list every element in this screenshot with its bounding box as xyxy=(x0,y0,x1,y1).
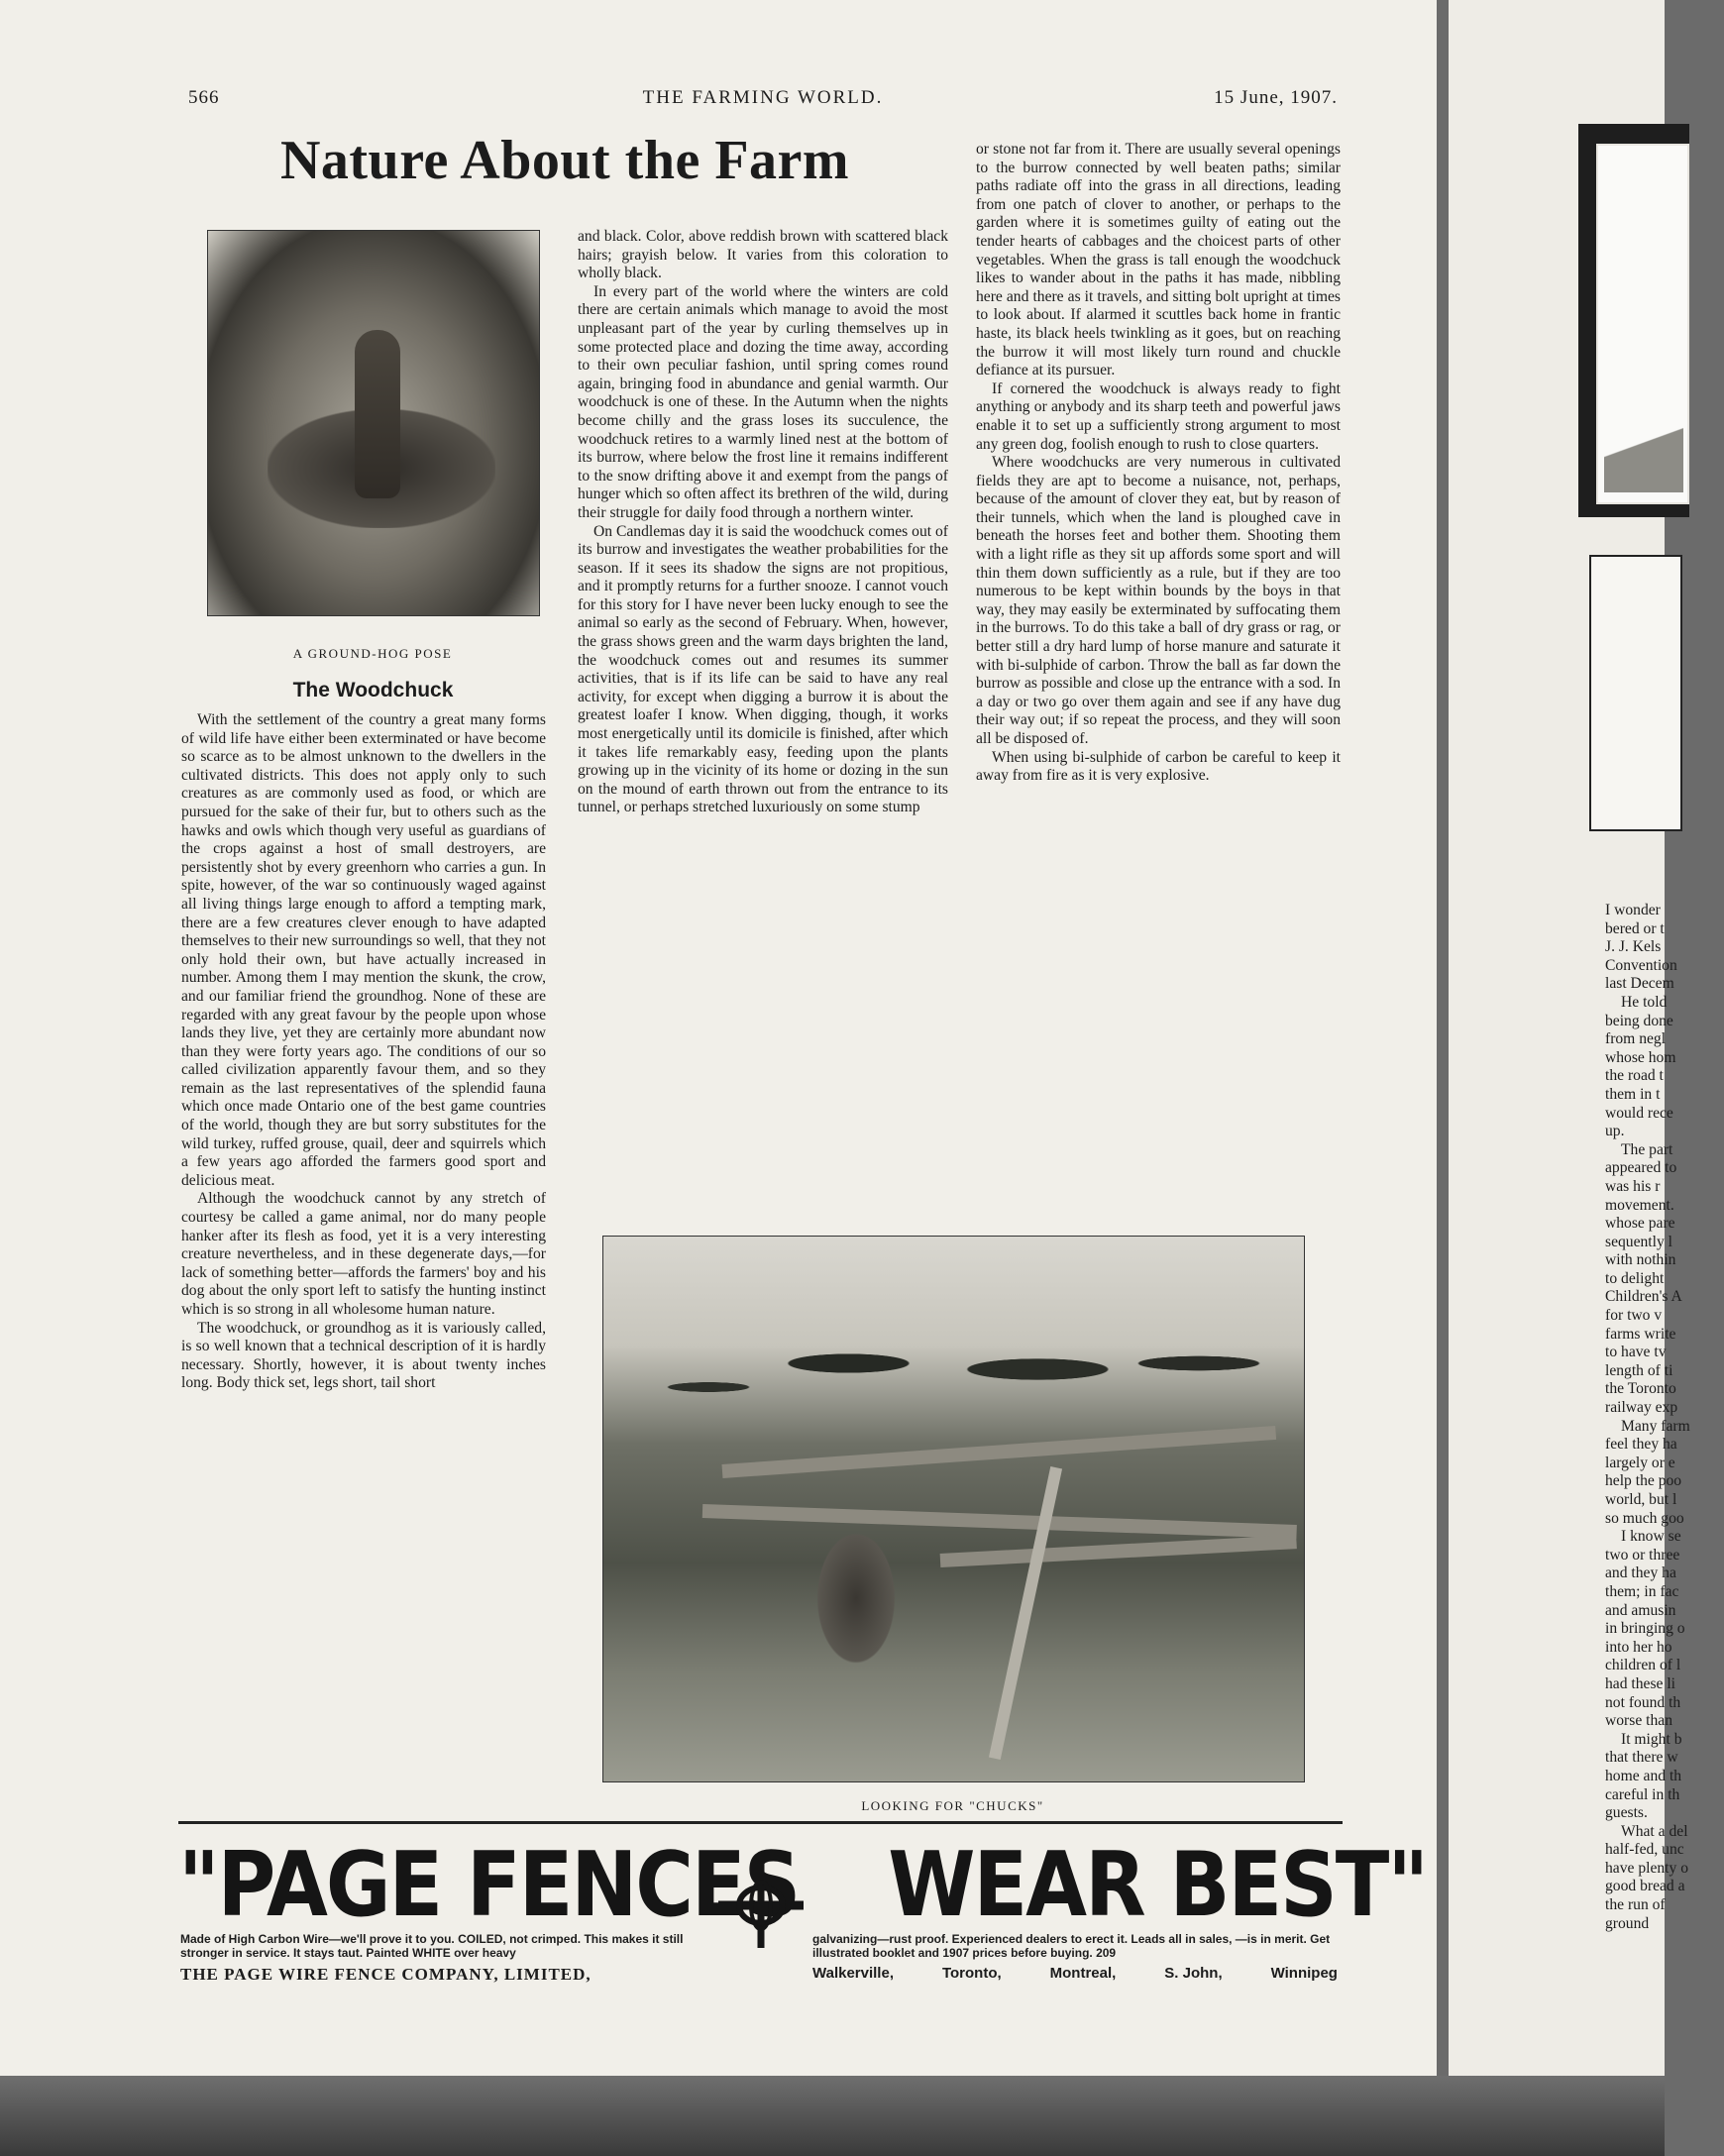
fragment-line: have plenty o xyxy=(1605,1859,1689,1877)
photo-trees xyxy=(603,1316,1304,1435)
issue-date: 15 June, 1907. xyxy=(1214,87,1338,108)
paragraph: On Candlemas day it is said the woodchuck comes out of its burrow and investigates the weather probabilities for the season. If it sees its shadow the signs are not propitious, and it promptly returns for a further snooze. I cannot vouch for this story for I have never been lucky enough to see the animal so early as the second of February. When, however, the grass shows green and the warm days brighten the land, the woodchuck comes out and resumes its summer activities, that is if its life can be said to have any real activity, for except when digging a burrow it is about the greatest loafer I know. When digging, though, it works most energetically until its domicile is finished, after which it takes life remarkably easy, feeding upon the plants growing up in the vicinity of its home or dozing in the sun on the mound of earth thrown out from the entrance to its tunnel, or perhaps stretched luxuriously on some stump xyxy=(578,522,948,816)
fragment-line: J. J. Kels xyxy=(1605,938,1662,956)
fragment-line: Children's A xyxy=(1605,1288,1682,1306)
groundhog-photo xyxy=(207,230,540,616)
fragment-line: in bringing o xyxy=(1605,1620,1685,1638)
page-number: 566 xyxy=(188,87,220,108)
fragment-line: two or three xyxy=(1605,1546,1680,1563)
fragment-line: being done xyxy=(1605,1012,1673,1029)
ad-city: Winnipeg xyxy=(1270,1965,1338,1982)
fragment-line: last Decem xyxy=(1605,975,1674,993)
fragment-line: for two v xyxy=(1605,1307,1663,1325)
fragment-line: I wonder xyxy=(1605,902,1661,918)
publication-title: THE FARMING WORLD. xyxy=(642,87,884,108)
fragment-line: whose pare xyxy=(1605,1215,1675,1233)
ad-city: Montreal, xyxy=(1049,1965,1117,1982)
fragment-line: bered or t xyxy=(1605,919,1665,937)
paragraph: With the settlement of the country a great many forms of wild life have either been exterminated or have become so scarce as to be almost unknown to the dwellers in the cultivated districts. This does not apply only to such creatures as are commonly used as food, or which are pursued for the sake of their fur, but to others such as the hawks and owls which though very useful as guardians of the crops against a host of small destroyers, are persistently shot by every greenhorn who carries a gun. In spite, however, of the war so continuously waged against all living things large enough to afford a tempting mark, there are a few creatures clever enough to have adapted themselves to their new surroundings so well, that they not only hold their own, but have actually increased in number. Among them I may mention the skunk, the crow, and our familiar friend the groundhog. None of these are regarded with any great favour by the people upon whose lands they live, yet they are certainly more abundant now than they were forty years ago. The conditions of our so called civilization apparently favour them, and so they remain as the last representatives of the splendid fauna which once made Ontario one of the best game countries of the world, though they are but sorry substitutes for the wild turkey, ruffed grouse, quail, deer and squirrels which a few years ago afforded the farmers good sport and delicious meat. xyxy=(181,711,546,1189)
fragment-line: not found th xyxy=(1605,1693,1681,1711)
fragment-line: What a del xyxy=(1621,1822,1688,1840)
fragment-line: was his r xyxy=(1605,1177,1661,1195)
fence-knot-icon xyxy=(718,1863,804,1948)
headline: Nature About the Farm xyxy=(279,130,850,191)
paragraph: When using bi-sulphide of carbon be careful to keep it away from fire as it is very explosive. xyxy=(976,748,1341,785)
fragment-line: the Toronto xyxy=(1605,1380,1676,1398)
ad-headline-right: WEAR BEST" xyxy=(888,1833,1428,1937)
fragment-line: appeared to xyxy=(1605,1159,1677,1177)
running-head xyxy=(188,87,1338,117)
fragment-line: had these li xyxy=(1605,1674,1676,1692)
photo1-caption: A GROUND-HOG POSE xyxy=(292,646,453,661)
fragment-line: them in t xyxy=(1605,1085,1661,1103)
fragment-line: would rece xyxy=(1605,1104,1673,1122)
ad-city: S. John, xyxy=(1164,1965,1223,1982)
right-page-column-fragment xyxy=(1605,902,1724,1933)
fragment-line: with nothin xyxy=(1605,1251,1676,1269)
fragment-line: world, but l xyxy=(1605,1491,1677,1508)
scan-bottom-edge xyxy=(0,2076,1665,2156)
article-column-2 xyxy=(578,228,948,817)
fragment-line: length of ti xyxy=(1605,1361,1673,1379)
ad-city: Walkerville, xyxy=(812,1965,894,1982)
fragment-line: railway exp xyxy=(1605,1399,1678,1417)
article-column-3 xyxy=(976,141,1341,786)
fragment-line: farms write xyxy=(1605,1325,1676,1343)
ad-company-name: THE PAGE WIRE FENCE COMPANY, LIMITED, xyxy=(180,1965,592,1984)
paragraph: Where woodchucks are very numerous in cultivated fields they are apt to become a nuisance, not, perhaps, because of the amount of clover they eat, but by reason of their tunnels, which when the land is ploughed cave in beneath the horses feet and bother them. Shooting them with a light rifle as they sit up affords some sport and will thin them down sufficiently as a rule, but if they are too numerous to be kept within bounds by the boys in that way, they may easily be exterminated by suffocating them in the burrows. To do this take a ball of dry grass or rag, or better still a dry hard lump of horse manure and saturate it with bi-sulphide of carbon. Throw the ball as far down the burrow as possible and close up the entrance with a sod. In a day or two go over them again and see if any have dug their way out; if so repeat the process, and they will soon all be disposed of. xyxy=(976,454,1341,747)
fragment-line: children of l xyxy=(1605,1657,1681,1674)
fragment-line: Convention xyxy=(1605,956,1677,974)
paragraph: The woodchuck, or groundhog as it is variously called, is so well known that a technical description of it is hardly necessary. Shortly, however, it is about twenty inches long. Body thick set, legs short, tail short xyxy=(181,1319,546,1392)
ad-divider xyxy=(178,1821,1343,1824)
fence-rail xyxy=(940,1535,1297,1567)
fragment-line: He told xyxy=(1621,993,1668,1011)
paragraph: or stone not far from it. There are usually several openings to the burrow connected by well beaten paths; similar paths radiate off into the grass in all directions, leading from one patch of clover to another, or perhaps to the garden where it is sometimes guilty of eating out the tender hearts of cabbages and the choicest parts of other vegetables. When the grass is tall enough the woodchuck likes to wander about in the paths it has made, nibbling here and there as it travels, and sitting bolt upright at times to look about. If alarmed it scuttles back home in frantic haste, its black heels twinkling as it goes, but on reaching the burrow it will most likely turn round and chuckle defiance at its pursuer. xyxy=(976,141,1341,379)
right-page-decorative-frame xyxy=(1578,124,1689,517)
fragment-line: largely or e xyxy=(1605,1454,1675,1471)
fragment-line: worse than xyxy=(1605,1712,1672,1730)
fragment-line: and amusin xyxy=(1605,1601,1676,1619)
ad-headline-left: "PAGE FENCES xyxy=(178,1833,800,1937)
paragraph: If cornered the woodchuck is always ready to fight anything or anybody and its sharp teeth and powerful jaws enable it to set up a sufficiently strong argument to most any green dog, foolish enough to rush to close quarters. xyxy=(976,379,1341,453)
fragment-line: and they ha xyxy=(1605,1564,1676,1582)
fragment-line: movement. xyxy=(1605,1196,1674,1214)
fragment-line: half-fed, unc xyxy=(1605,1841,1684,1859)
fragment-line: home and th xyxy=(1605,1767,1682,1784)
ad-text-left: Made of High Carbon Wire—we'll prove it to you. COILED, not crimped. This makes it still stronger in service. It stays taut. Painted WHITE over heavy xyxy=(180,1932,684,1960)
fragment-line: It might b xyxy=(1621,1730,1682,1748)
photo2-caption: LOOKING FOR "CHUCKS" xyxy=(861,1798,1044,1813)
fragment-line: the run of xyxy=(1605,1896,1666,1914)
groundhog-figure xyxy=(355,330,400,498)
fragment-line: Many farm xyxy=(1621,1417,1690,1435)
fence-post xyxy=(989,1466,1062,1760)
fragment-line: so much goo xyxy=(1605,1509,1684,1527)
fence-rail xyxy=(702,1504,1297,1539)
paragraph: In every part of the world where the winters are cold there are certain animals which manage to avoid the most unpleasant part of the year by curling themselves up in some protected place and dozing the time away, according to their own peculiar fashion, until spring comes round again, bringing food in abundance and genial warmth. Our woodchuck is one of these. In the Autumn when the nights become chilly and the grass loses its succulence, the woodchuck retires to a warmly lined nest at the bottom of its burrow, where below the frost line it remains indifferent to the snow drifting above it and exempt from the pangs of hunger which so often affect its brethren of the wild, during their struggle for daily food through a northern winter. xyxy=(578,282,948,521)
fragment-line: The part xyxy=(1621,1140,1673,1158)
fragment-line: guests. xyxy=(1605,1804,1648,1822)
frame-illustration xyxy=(1604,403,1683,492)
fragment-line: to delight xyxy=(1605,1269,1665,1287)
fragment-line: to have tv xyxy=(1605,1344,1667,1361)
ad-text-right: galvanizing—rust proof. Experienced dealers to erect it. Leads all in sales, —is in merit. Get illustrated booklet and 1907 prices before buying. 209 xyxy=(812,1932,1331,1960)
fragment-line: help the poo xyxy=(1605,1472,1682,1490)
paragraph: and black. Color, above reddish brown with scattered black hairs; grayish below. It varies from this coloration to wholly black. xyxy=(578,228,948,282)
fragment-line: ground xyxy=(1605,1914,1650,1932)
fragment-line: I know se xyxy=(1621,1528,1681,1546)
paragraph: Although the woodchuck cannot by any stretch of courtesy be called a game animal, nor do many people hanker after its flesh as food, yet it is a very interesting creature nevertheless, and in these degenerate days,—for lack of something better—affords the farmers' boy and his dog about the only sport left to satisfy the hunting instinct which is so strong in all wholesome human nature. xyxy=(181,1190,546,1318)
frame-inner-panel xyxy=(1596,144,1689,504)
fragment-line: careful in th xyxy=(1605,1785,1680,1803)
ad-city: Toronto, xyxy=(941,1965,1002,1982)
right-page-empty-box xyxy=(1589,555,1682,831)
hunting-photo xyxy=(602,1236,1305,1782)
article-column-1 xyxy=(181,711,546,1393)
hunter-figure xyxy=(811,1524,901,1672)
ad-cities xyxy=(812,1965,1338,1982)
fragment-line: whose hom xyxy=(1605,1048,1676,1066)
fragment-line: the road t xyxy=(1605,1067,1664,1085)
fragment-line: them; in fac xyxy=(1605,1582,1679,1600)
subheading: The Woodchuck xyxy=(292,679,454,701)
fragment-line: up. xyxy=(1605,1123,1625,1140)
fragment-line: into her ho xyxy=(1605,1638,1672,1656)
fragment-line: from negl xyxy=(1605,1030,1667,1048)
fragment-line: feel they ha xyxy=(1605,1436,1677,1454)
fragment-line: that there w xyxy=(1605,1749,1678,1767)
fragment-line: good bread a xyxy=(1605,1878,1685,1895)
fragment-line: sequently l xyxy=(1605,1233,1672,1250)
